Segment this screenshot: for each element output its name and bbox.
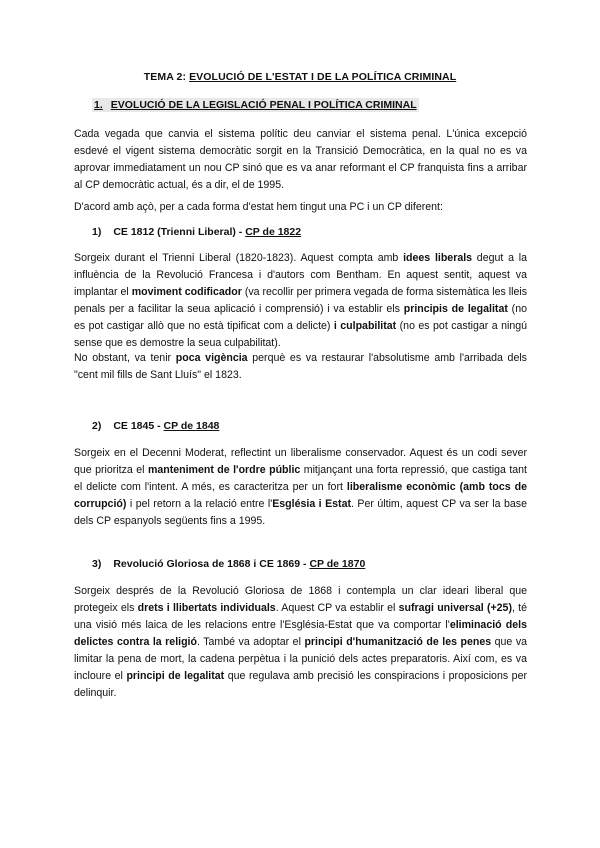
item-label: CE 1845 - — [113, 420, 164, 432]
text-run: . També va adoptar el — [196, 636, 305, 648]
bold-term: i culpabilitat — [333, 320, 397, 332]
text-run: . Per últim, aquest CP va ser la base dels CP espanyols següents fins a 1995. — [74, 498, 527, 527]
text-run: Sorgeix durant el Trienni Liberal (1820-1823). Aquest compta amb — [74, 252, 404, 264]
bold-term: principi de legalitat — [126, 670, 225, 682]
item-code: CP de 1848 — [163, 420, 220, 432]
item-heading-3 — [92, 558, 365, 570]
bold-term: liberalisme econòmic (amb tocs de corrupció) — [74, 481, 527, 510]
item-code: CP de 1822 — [245, 226, 302, 238]
bold-term: drets i llibertats individuals — [137, 602, 276, 614]
text-run: que regulava amb precisió les conspiracions i proposicions per delinquir. — [74, 670, 527, 699]
bold-term: principis de legalitat — [403, 303, 508, 315]
intro-paragraph-2: D'acord amb açò, per a cada forma d'estat hem tingut una PC i un CP diferent: — [74, 201, 443, 213]
section-heading — [92, 99, 419, 111]
title-underlined: EVOLUCIÓ DE L'ESTAT I DE LA POLÍTICA CRIMINAL — [189, 71, 457, 83]
item-heading-1 — [92, 226, 301, 238]
section-label: EVOLUCIÓ DE LA LEGISLACIÓ PENAL I POLÍTICA CRIMINAL — [110, 99, 417, 111]
bold-term: eliminació dels delictes contra la religió — [74, 619, 528, 648]
item-heading-2 — [92, 420, 219, 432]
bold-term: moviment codificador — [131, 286, 242, 298]
text-run: No obstant, va tenir — [74, 352, 176, 364]
item-code: CP de 1870 — [309, 558, 366, 570]
text-run: (no es pot castigar allò que no està tipificat com a delicte) — [74, 303, 527, 332]
bold-term: poca vigència — [175, 352, 248, 364]
item-label: CE 1812 (Trienni Liberal) - — [113, 226, 246, 238]
text-run: i pel retorn a la relació entre l' — [126, 498, 273, 510]
text-run: (va recollir per primera vegada de forma sistemàtica les lleis penals per a facilitar la seua aplicació i comprensió) i va establir els — [74, 286, 528, 315]
bold-term: manteniment de l'ordre públic — [147, 464, 301, 476]
bold-term: Església i Estat — [272, 498, 352, 510]
bold-term: sufragi universal (+25) — [398, 602, 512, 614]
text-run: , té una visió més laica de les relacions entre l'Església-Estat que va comportar l' — [74, 602, 528, 631]
bold-term: principi d'humanització de les penes — [304, 636, 492, 648]
text-run: degut a la influència de la Revolució Francesa i d'autors com Bentham. En aquest sentit, aquest va implantar el — [74, 252, 527, 298]
text-run: Sorgeix després de la Revolució Gloriosa de 1868 i contempla un clar ideari liberal que protegeix els — [74, 585, 527, 614]
item-number: 1) — [92, 226, 102, 238]
item-1-paragraph-1 — [74, 250, 527, 352]
item-2-paragraph-1 — [74, 445, 527, 530]
section-number: 1. — [94, 99, 103, 111]
text-run: mitjançant una forta repressió, que castiga tant el delicte com l'intent. A més, es caracteritza per un fort — [74, 464, 527, 493]
text-run: Sorgeix en el Decenni Moderat, reflectint un liberalisme conservador. Aquest és un codi sever que prioritza el — [74, 447, 527, 476]
text-run: . Aquest CP va establir el — [275, 602, 399, 614]
item-number: 3) — [92, 558, 102, 570]
text-run: perquè es va restaurar l'absolutisme amb l'arribada dels "cent mil fills de Sant Lluís" el 1823. — [74, 352, 527, 381]
item-number: 2) — [92, 420, 102, 432]
bold-term: idees liberals — [403, 252, 473, 264]
item-3-paragraph-1 — [74, 583, 527, 702]
title-prefix: TEMA 2: — [143, 71, 190, 83]
item-label: Revolució Gloriosa de 1868 i CE 1869 - — [113, 558, 310, 570]
intro-paragraph-1: Cada vegada que canvia el sistema polític deu canviar el sistema penal. L'única excepció esdevé el vigent sistema democràtic sorgit en la Transició Democràtica, en la qual no es va aprovar immediatament un nou CP sinó que es va anar reformant el CP franquista fins a arribar al CP democràtic actual, és a dir, el de 1995. — [74, 128, 527, 191]
text-run: que va limitar la pena de mort, la cadena perpètua i la punició dels actes preparatoris. Així com, es va incloure el — [74, 636, 528, 682]
item-1-paragraph-2 — [74, 350, 527, 384]
text-run: (no es pot castigar a ningú sense que es demostre la seua culpabilitat). — [74, 320, 527, 349]
document-title — [0, 71, 600, 83]
